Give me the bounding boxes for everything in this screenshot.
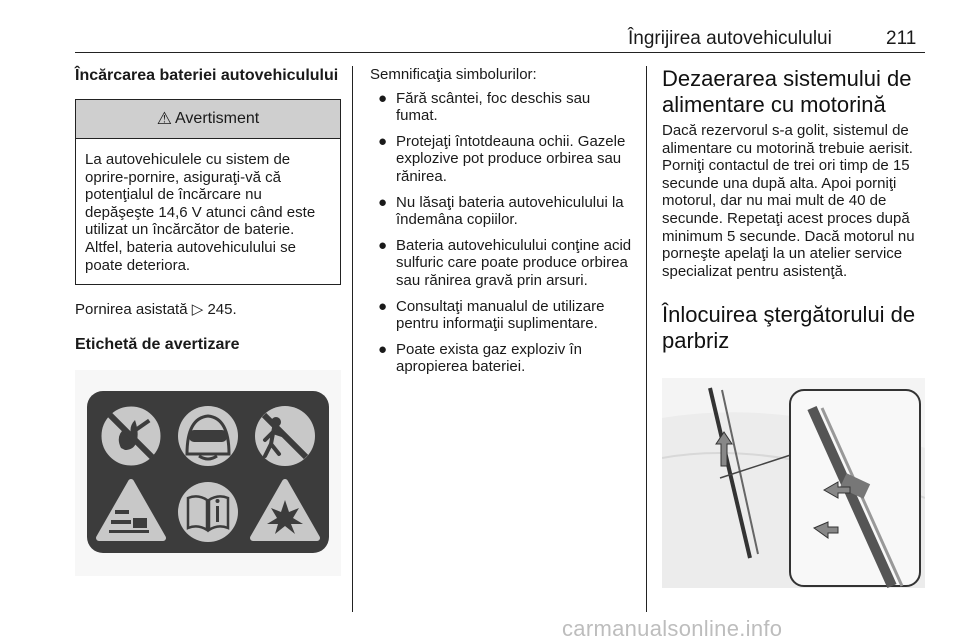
list-item: ● Nu lăsaţi bateria autovehiculului la îndemâna copiilor. [378, 193, 624, 229]
header-title: Îngrijirea autovehiculului [628, 28, 832, 49]
wiper-replacement-illustration [662, 378, 925, 588]
list-item: ● Bateria autovehiculului conţine acid sulfuric care poate produce orbirea sau rănirea gravă prin arsuri. [378, 236, 632, 289]
assist-start-text: Pornirea asistată [75, 301, 188, 319]
warning-triangle-icon: ⚠ [156, 109, 173, 128]
column-divider-2 [646, 66, 647, 612]
watermark: carmanualsonline.info [562, 616, 783, 641]
section-heading-wiper-replacement: Înlocuirea ştergătorului de parbriz [662, 302, 916, 354]
warning-box [75, 99, 341, 285]
page-number: 211 [886, 28, 917, 49]
symbols-intro: Semnificaţia simbolurilor: [370, 66, 537, 83]
eye-protection-icon [178, 406, 238, 466]
symbols-list [370, 90, 632, 376]
no-flames-icon [101, 406, 161, 466]
column-divider-1 [352, 66, 353, 612]
column-3 [662, 66, 928, 354]
assist-start-page: 245. [207, 301, 237, 319]
bullet-icon: ● [378, 297, 388, 315]
bullet-icon: ● [378, 89, 388, 107]
list-item: ● Poate exista gaz exploziv în apropierea bateriei. [378, 340, 582, 376]
bullet-icon: ● [378, 132, 388, 150]
bullet-icon: ● [378, 236, 388, 254]
battery-warning-label-image [75, 370, 341, 576]
keep-children-away-icon [255, 406, 315, 466]
column-1 [75, 66, 341, 354]
consult-manual-icon [178, 482, 238, 542]
warning-label-heading: Etichetă de avertizare [75, 335, 240, 353]
bullet-icon: ● [378, 193, 388, 211]
list-item: ● Protejaţi întotdeauna ochii. Gazele explozive pot produce orbirea sau rănirea. [378, 132, 626, 185]
warning-text: La autovehiculele cu sistem de oprire-pornire, asiguraţi-vă că potenţialul de încărcare nu depăşeşte 14,6 V atunci când este utilizat un încărcător de baterie. Altfel, bateria autovehiculului se poate deteriora. [85, 151, 316, 274]
section-heading-battery-charging: Încărcarea bateriei autovehiculului [75, 67, 339, 84]
section-heading-fuel-bleeding: Dezaerarea sistemului de alimentare cu motorină [662, 66, 912, 117]
assist-start-reference [75, 301, 341, 319]
page-reference-icon: ▷ [191, 301, 204, 319]
list-item: ● Consultaţi manualul de utilizare pentru informaţii suplimentare. [378, 297, 605, 333]
header-rule [75, 52, 925, 53]
list-item: ● Fără scântei, foc deschis sau fumat. [378, 89, 591, 125]
warning-title: Avertisment [175, 110, 260, 127]
column-2 [370, 66, 632, 384]
fuel-bleeding-text: Dacă rezervorul s-a golit, sistemul de alimentare cu motorină trebuie aerisit. Porniţi contactul de trei ori timp de 15 secunde una după alta. Apoi porniţi motorul, dar nu mai mult de 40 de secunde. Repetaţi acest proces după minimum 5 secunde. Dacă motorul nu porneşte apelaţi la un atelier service specializat pentru asistenţă. [662, 122, 915, 280]
warning-header [76, 100, 340, 139]
bullet-icon: ● [378, 340, 388, 358]
